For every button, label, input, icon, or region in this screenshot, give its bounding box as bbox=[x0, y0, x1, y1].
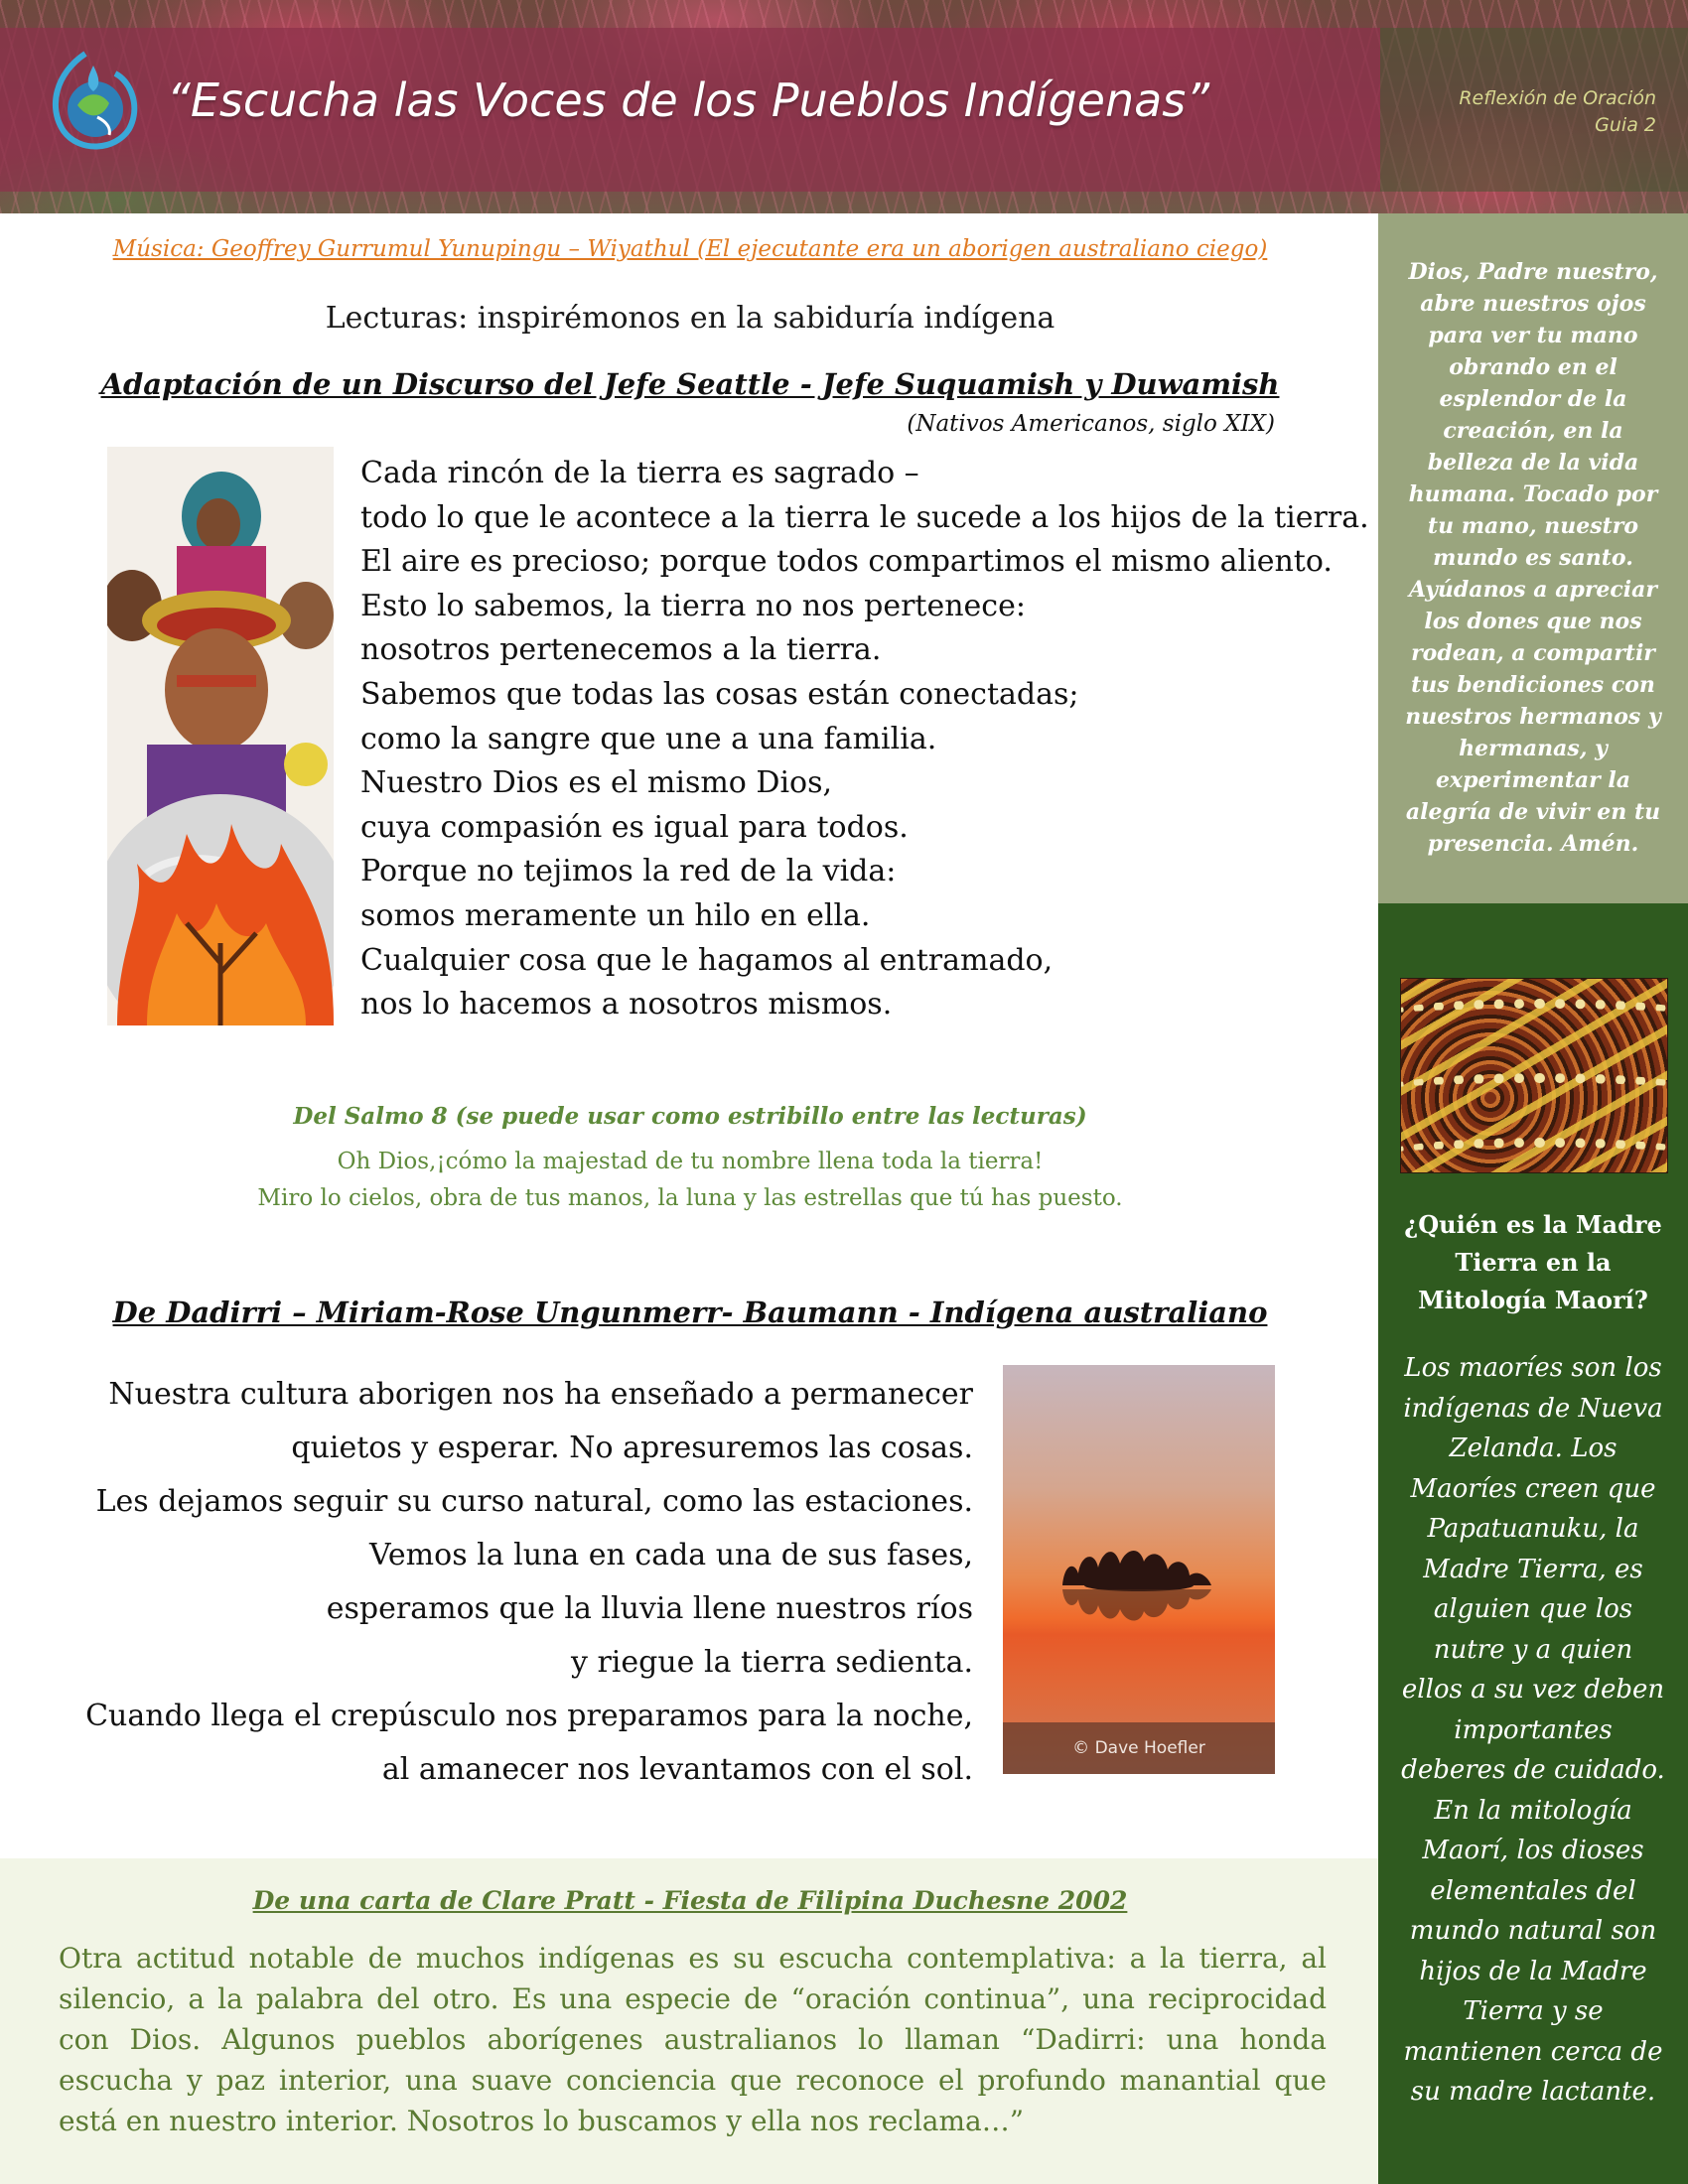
art-pattern bbox=[1400, 1138, 1668, 1171]
seattle-source: (Nativos Americanos, siglo XIX) bbox=[907, 411, 1275, 437]
psalm-line: Oh Dios,¡cómo la majestad de tu nombre llena toda la tierra! bbox=[337, 1149, 1044, 1174]
poem-line: Sabemos que todas las cosas están conectadas; bbox=[360, 676, 1079, 712]
poem-line: Les dejamos seguir su curso natural, como las estaciones. bbox=[95, 1484, 973, 1519]
header-banner bbox=[0, 0, 1688, 213]
poem-line: Vemos la luna en cada una de sus fases, bbox=[369, 1538, 973, 1572]
art-pattern bbox=[1400, 999, 1668, 1032]
poem-line: esperamos que la lluvia llene nuestros ríos bbox=[326, 1591, 973, 1626]
psalm-text bbox=[60, 1144, 1321, 1217]
sidebar-question: ¿Quién es la Madre Tierra en la Mitología Maorí? bbox=[1404, 1210, 1662, 1314]
island-silhouette bbox=[1003, 1365, 1275, 1774]
aboriginal-art-image bbox=[1400, 978, 1668, 1173]
indigenous-people-image bbox=[107, 447, 334, 1025]
letter-heading: De una carta de Clare Pratt - Fiesta de Filipina Duchesne 2002 bbox=[252, 1886, 1128, 1915]
art-pattern bbox=[1400, 1073, 1668, 1107]
sunset-island-image bbox=[1003, 1365, 1275, 1774]
letter-text: Otra actitud notable de muchos indígenas es su escucha contemplativa: a la tierra, al silencio, a la palabra del otro. Es una especie de “oración continua”, una reciprocidad con Dios. Algunos pueblos aborígenes australianos lo llaman “Dadirri: una honda escucha y paz interior, una suave conciencia que reconoce el profundo manantial que está en nuestro interior. Nosotros lo buscamos y ella nos reclama…” bbox=[59, 1942, 1327, 2137]
poem-line: nosotros pertenecemos a la tierra. bbox=[360, 632, 882, 668]
series-label: Reflexión de Oración bbox=[1459, 87, 1656, 109]
sidebar-prayer: Dios, Padre nuestro, abre nuestros ojos para ver tu mano obrando en el esplendor de la creación, en la belleza de la vida humana. Tocado por tu mano, nuestro mundo es santo. Ayúdanos a apreciar los dones que nos rodean, a compartir tus bendiciones con nuestros hermanos y hermanas, y experimentar la alegría de vivir en tu presencia. Amén. bbox=[1405, 259, 1661, 857]
poem-line: El aire es precioso; porque todos compartimos el mismo aliento. bbox=[360, 544, 1333, 580]
poem-line: Esto lo sabemos, la tierra no nos pertenece: bbox=[360, 588, 1026, 623]
poem-line: nos lo hacemos a nosotros mismos. bbox=[360, 987, 893, 1023]
poem-line: Cuando llega el crepúsculo nos preparamos para la noche, bbox=[85, 1699, 973, 1733]
poem-line: Cada rincón de la tierra es sagrado – bbox=[360, 456, 919, 490]
psalm-line: Miro lo cielos, obra de tus manos, la luna y las estrellas que tú has puesto. bbox=[257, 1185, 1123, 1211]
psalm-heading: Del Salmo 8 (se puede usar como estribillo entre las lecturas) bbox=[293, 1103, 1087, 1130]
page-title: “Escucha las Voces de los Pueblos Indígenas” bbox=[167, 73, 1210, 127]
guide-label bbox=[1459, 85, 1656, 139]
poem-line: como la sangre que une a una familia. bbox=[360, 721, 937, 756]
sidebar-maori-text: Los maoríes son los indígenas de Nueva Zelanda. Los Maoríes creen que Papatuanuku, la Madre Tierra, es alguien que los nutre y a quien ellos a su vez deben importantes deberes de cuidado. En la mitología Maorí, los dioses elementales del mundo natural son hijos de la Madre Tierra y se mantienen cerca de su madre lactante. bbox=[1401, 1353, 1665, 2107]
poem-line: y riegue la tierra sedienta. bbox=[570, 1645, 973, 1680]
seattle-poem bbox=[360, 452, 1369, 1027]
dadirri-heading: De Dadirri – Miriam-Rose Ungunmerr- Baumann - Indígena australiano bbox=[112, 1296, 1268, 1329]
readings-intro: Lecturas: inspirémonos en la sabiduría indígena bbox=[325, 301, 1055, 336]
poem-line: quietos y esperar. No apresuremos las cosas. bbox=[291, 1431, 973, 1465]
poem-line: Nuestro Dios es el mismo Dios, bbox=[360, 765, 833, 801]
poem-line: Cualquier cosa que le hagamos al entramado, bbox=[360, 942, 1054, 978]
poem-line: al amanecer nos levantamos con el sol. bbox=[381, 1752, 973, 1787]
poem-line: cuya compasión es igual para todos. bbox=[360, 809, 909, 845]
logo-icon bbox=[46, 48, 141, 155]
music-link[interactable]: Música: Geoffrey Gurrumul Yunupingu – Wiyathul (El ejecutante era un aborigen australiano ciego) bbox=[112, 236, 1268, 262]
poem-line: somos meramente un hilo en ella. bbox=[360, 897, 871, 933]
seattle-heading: Adaptación de un Discurso del Jefe Seattle - Jefe Suquamish y Duwamish bbox=[100, 367, 1280, 401]
dadirri-poem bbox=[40, 1368, 973, 1797]
guide-number: Guia 2 bbox=[1595, 114, 1656, 136]
photo-credit: © Dave Hoefler bbox=[1003, 1722, 1275, 1774]
poem-line: Porque no tejimos la red de la vida: bbox=[360, 854, 897, 889]
poem-line: Nuestra cultura aborigen nos ha enseñado a permanecer bbox=[108, 1377, 973, 1412]
poem-line: todo lo que le acontece a la tierra le sucede a los hijos de la tierra. bbox=[360, 499, 1369, 535]
